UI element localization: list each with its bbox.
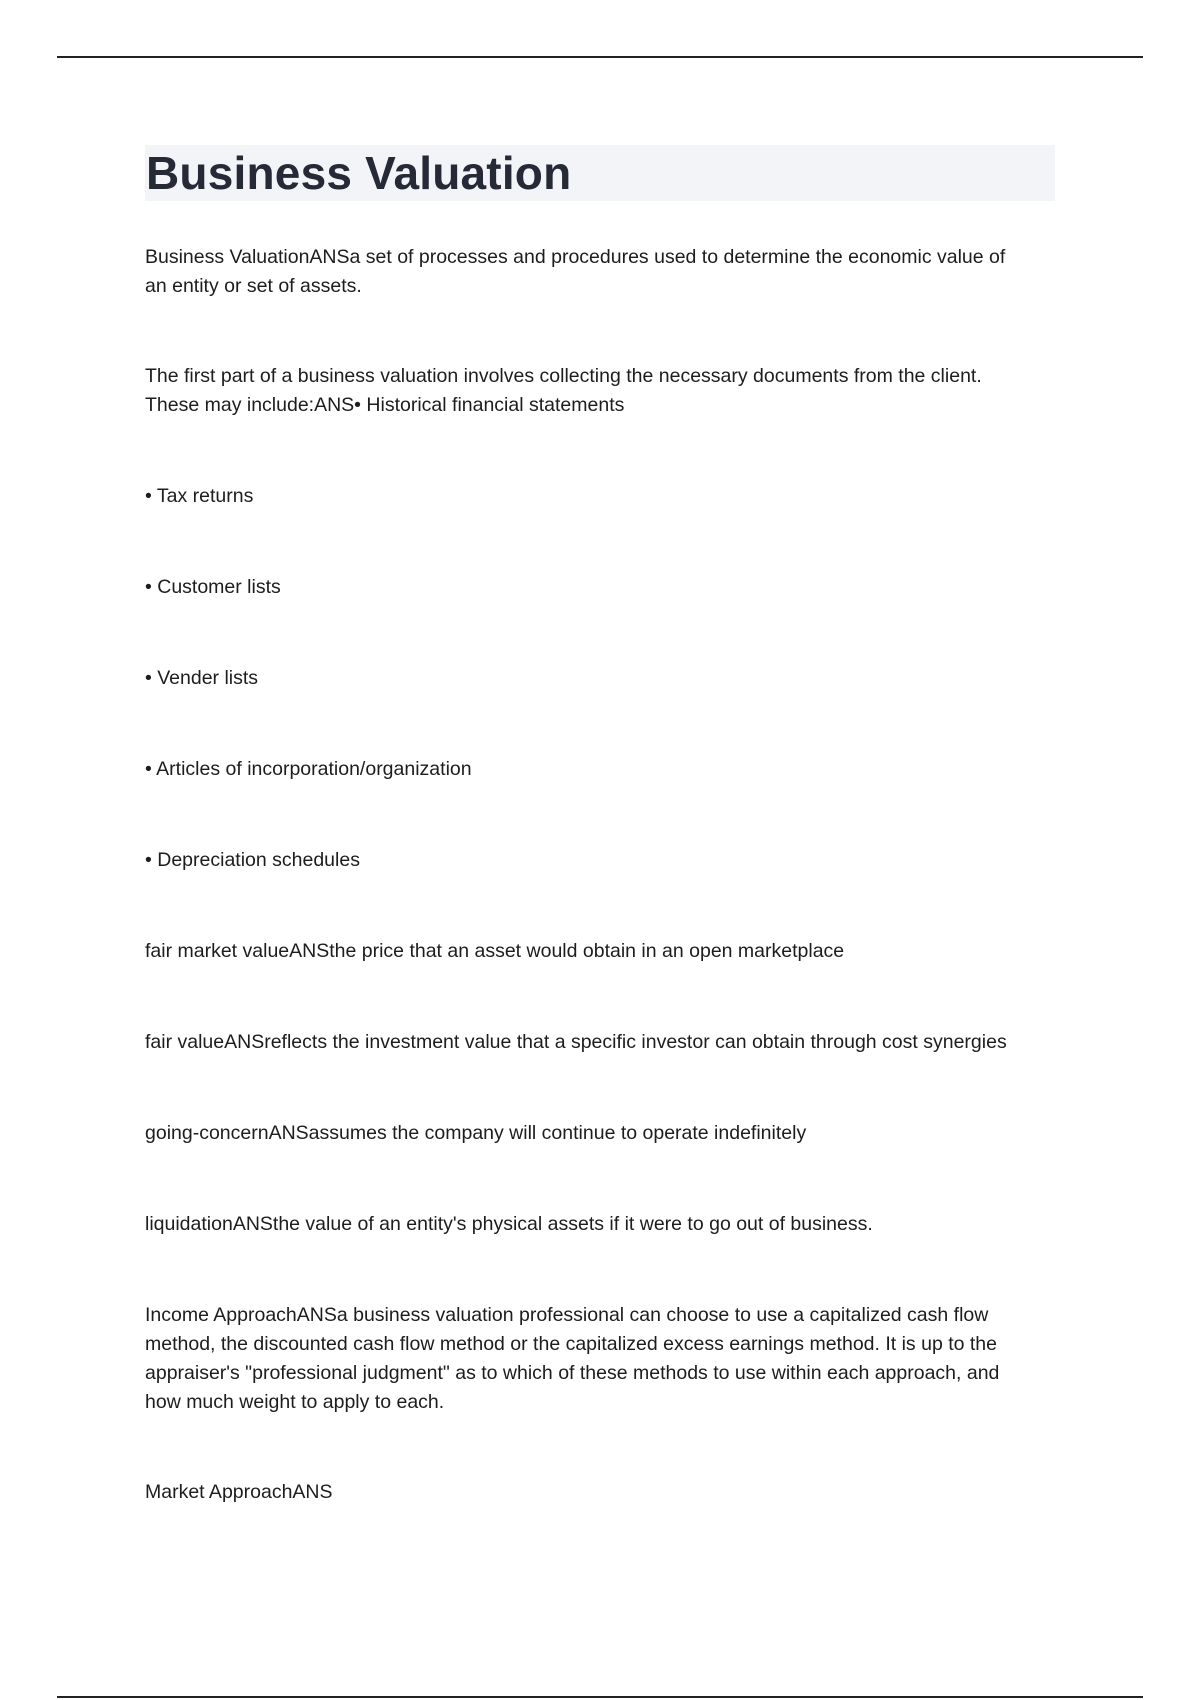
entry-fair-market-value: fair market valueANSthe price that an asset would obtain in an open marketplace	[145, 940, 845, 962]
page-title: Business Valuation	[146, 147, 572, 199]
entry-tax-returns: • Tax returns	[145, 485, 254, 507]
entry-going-concern: going-concernANSassumes the company will continue to operate indefinitely	[145, 1122, 807, 1144]
entry-market-approach: Market ApproachANS	[145, 1481, 333, 1503]
title-banner	[145, 145, 1055, 201]
document-body	[145, 145, 1055, 1507]
entry-fair-value: fair valueANSreflects the investment value that a specific investor can obtain through cost synergies	[145, 1031, 1007, 1053]
entry-first-part: The first part of a business valuation involves collecting the necessary documents from the client. These may include:ANS• Historical financial statements	[145, 365, 982, 416]
entry-depreciation: • Depreciation schedules	[145, 849, 360, 871]
entry-income-approach: Income ApproachANSa business valuation professional can choose to use a capitalized cash flow method, the discounted cash flow method or the capitalized excess earnings method. It is up to the appraiser's "professional judgment" as to which of these methods to use within each approach, and how much weight to apply to each.	[145, 1304, 1000, 1413]
entry-customer-lists: • Customer lists	[145, 576, 281, 598]
entry-vender-lists: • Vender lists	[145, 667, 259, 689]
entry-business-valuation: Business ValuationANSa set of processes and procedures used to determine the economic value of an entity or set of assets.	[145, 246, 1006, 297]
entry-liquidation: liquidationANSthe value of an entity's physical assets if it were to go out of business.	[145, 1213, 873, 1235]
entry-articles: • Articles of incorporation/organization	[145, 758, 472, 780]
footer-rule	[57, 1696, 1143, 1698]
entry-list	[145, 243, 1055, 1507]
header-rule	[57, 56, 1143, 58]
